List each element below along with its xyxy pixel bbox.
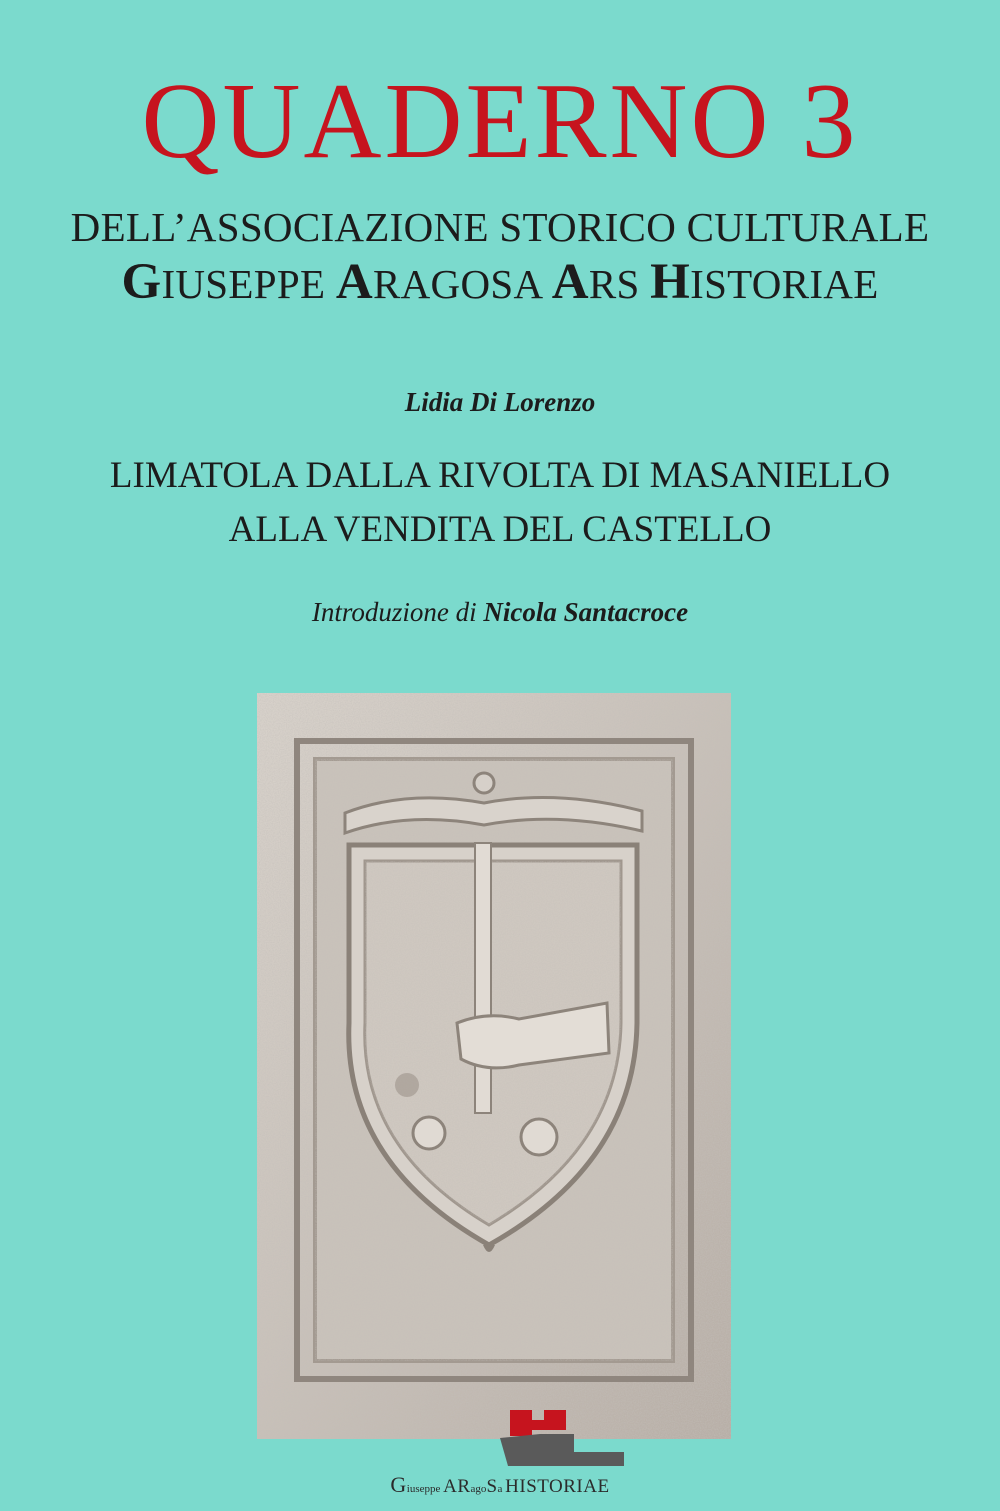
author-name: Lidia Di Lorenzo [404,387,596,417]
logo-text-a: a [497,1483,506,1495]
association-line: DELL’ASSOCIAZIONE STORICO CULTURALE [70,204,930,250]
logo-text-g: G [390,1472,407,1497]
coat-of-arms-drawing [257,693,731,1439]
initial-h: H [650,254,691,310]
logo-text-historiae: HISTORIAE [505,1476,610,1497]
logo-text-ar: AR [443,1476,471,1497]
work-title-line-1: LIMATOLA DALLA RIVOLTA DI MASANIELLO [109,455,891,496]
association-name [0,254,1000,312]
intro-author: Nicola Santacroce [483,597,689,627]
coat-of-arms-image [257,693,731,1439]
initial-g: G [121,254,162,310]
initial-a2: A [551,254,589,310]
name-part-1: IUSEPPE [161,261,336,307]
logo-text-iuseppe: iuseppe [406,1483,444,1495]
initial-a1: A [335,254,373,310]
logo-text-s: S [486,1476,498,1497]
name-part-4: ISTORIAE [690,261,879,307]
work-title-line-2: ALLA VENDITA DEL CASTELLO [228,509,772,550]
logo-text-ago: ago [470,1483,487,1495]
publisher-logo-icon [500,1408,624,1468]
introduction-credit [0,594,1000,630]
publisher-logo-text [0,1472,1000,1502]
name-part-3: RS [588,261,651,307]
intro-prefix: Introduzione di [311,597,477,627]
cover-title: QUADERNO 3 [141,62,859,181]
name-part-2: RAGOSA [373,261,552,307]
